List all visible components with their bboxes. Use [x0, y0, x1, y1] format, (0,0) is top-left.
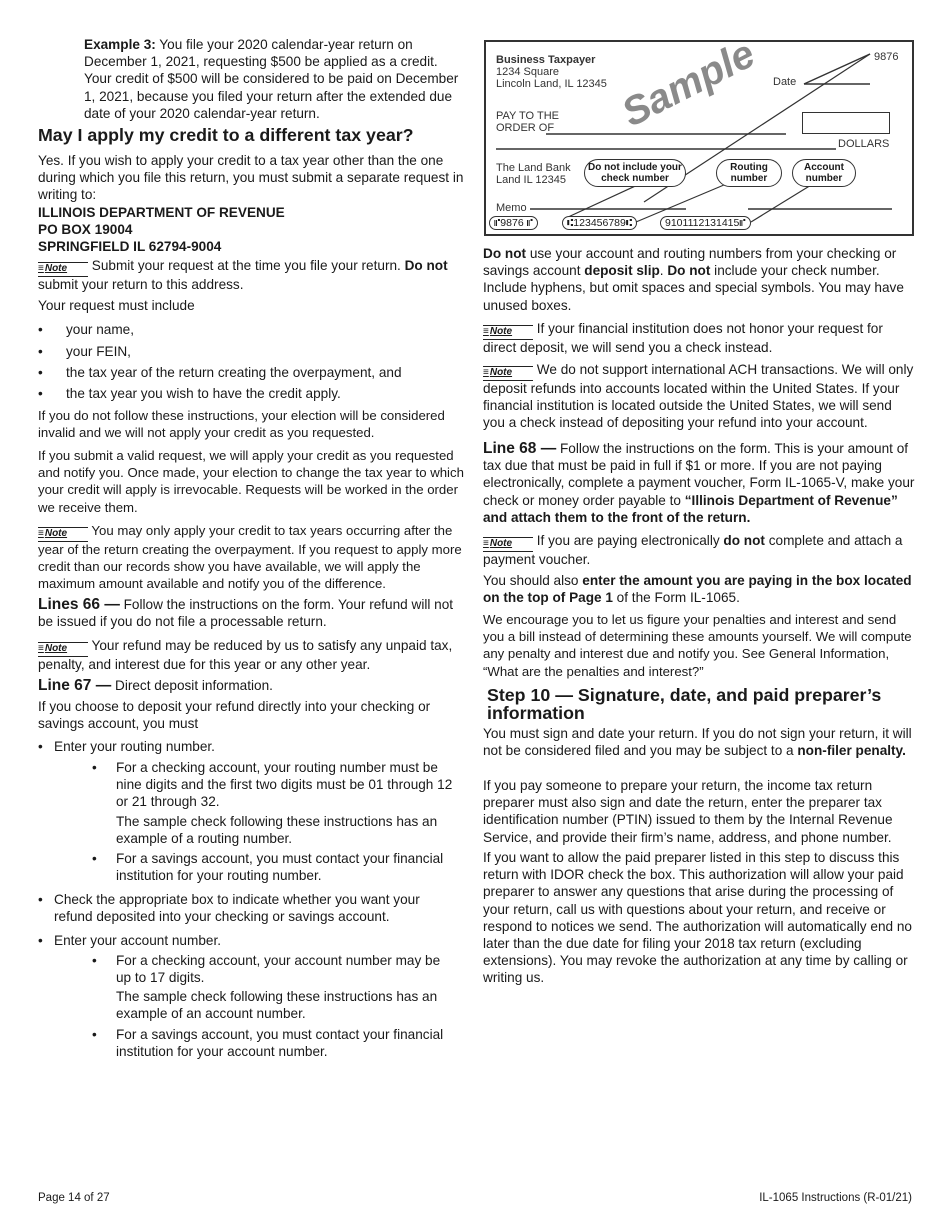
note-icon: ≡ Note — [38, 527, 88, 542]
check-city: Lincoln Land, IL 12345 — [496, 78, 607, 90]
valid-request-text: If you submit a valid request, we will apply your credit as you requested and notify you. Once made, your election to change the tax year to which your credit will apply is irrevocable. Requests will be worked in the order we receive them. — [38, 448, 464, 515]
line-67: Line 67 — Direct deposit information. — [38, 677, 273, 694]
note-icon: ≡ Note — [38, 262, 88, 277]
box-item-text: Check the appropriate box to indicate whether you want your refund deposited into your checking or savings account. — [54, 892, 420, 925]
account-savings-text: For a savings account, you must contact your financial institution for your account number. — [116, 1027, 444, 1060]
enter-amount-text: You should also enter the amount you are paying in the box located on the top of Page 1 of the Form IL-1065. — [483, 573, 912, 606]
sign-date-text: You must sign and date your return. If you do not sign your return, it will not be considered filed and you may be subject to a non-filer penalty. — [483, 726, 912, 759]
check-street: 1234 Square — [496, 66, 559, 78]
account-savings-item: • — [92, 1027, 97, 1042]
callout-check-number: Do not include your check number — [584, 159, 686, 187]
note-icon: ≡ Note — [483, 537, 533, 552]
micr-account-number: 9101112131415⑈ — [660, 216, 751, 230]
check-pay-to: PAY TO THE — [496, 110, 559, 122]
address-line: ILLINOIS DEPARTMENT OF REVENUE — [38, 205, 285, 220]
list-item: • your FEIN, — [38, 344, 131, 359]
example-3: Example 3: You file your 2020 calendar-year return on December 1, 2021, requesting $500 be applied as a credit. Your credit of $500 will be considered to be paid on December 1, 2021, because you filed your return after the extended due date of your 2020 calendar-year return. — [84, 37, 459, 121]
penalties-text: We encourage you to let us figure your penalties and interest and send you a bill instead of determining these amounts yourself. We will compute any penalty and interest due and notify you. See General Information, “What are the penalties and interest?” — [483, 612, 912, 679]
line-66: Lines 66 — Follow the instructions on the form. Your refund will not be issued if you do not file a processable return. — [38, 596, 454, 630]
check-order-of: ORDER OF — [496, 122, 555, 134]
check-bank-city: Land IL 12345 — [496, 174, 566, 186]
step10-heading: Step 10 — Signature, date, and paid preparer’s information — [487, 685, 882, 723]
micr-routing-number: ⑆123456789⑆ — [562, 216, 637, 230]
routing-checking-text: For a checking account, your routing number must be nine digits and the first two digits must be 01 through 12 or 21 through 32. — [116, 760, 453, 810]
invalid-election-text: If you do not follow these instructions, your election will be considered invalid and we will not apply your credit as you requested. — [38, 408, 445, 441]
note-credit-years: ≡ Note You may only apply your credit to tax years occurring after the year of the return creating the overpayment. If you request to apply more credit than our records show you have available, we will apply the maximum amount available and notify you of the difference. — [38, 522, 464, 593]
note-refund-reduced: ≡ Note Your refund may be reduced by us to satisfy any unpaid tax, penalty, and interest due for this year or any other year. — [38, 637, 464, 673]
authorize-text: If you want to allow the paid preparer listed in this step to discuss this return with IDOR check the box. This authorization will allow your paid preparer to answer any questions that arise during the processing of your return, call us with questions about your return, and receive or respond to notices we send. The authorization will automatically end no later than the due date for filing your 2018 tax return (excluding extensions). You may revoke the authorization at any time by calling or writing us. — [483, 850, 912, 986]
deposit-slip-warning: Do not use your account and routing numbers from your checking or savings account deposit slip. Do not include your check number. Include hyphens, but omit spaces and special symbols. You may have unused boxes. — [483, 246, 904, 313]
routing-savings-text: For a savings account, you must contact your financial institution for your routing number. — [116, 851, 444, 884]
note-icon: ≡ Note — [483, 325, 533, 340]
deposit-intro: If you choose to deposit your refund directly into your checking or savings account, you must — [38, 699, 431, 732]
credit-intro: Yes. If you wish to apply your credit to a tax year other than the one during which you file this return, you must submit a separate request in writing to: — [38, 153, 464, 203]
list-item: • the tax year you wish to have the credit apply. — [38, 386, 341, 401]
line-68: Line 68 — Follow the instructions on the form. This is your amount of tax due that must be paid in full if $1 or more. If you are not paying electronically, complete a payment voucher, Form IL-1065-V, make your check or money order payable to “Illinois Department of Revenue” and attach them to the front of the return. — [483, 440, 915, 525]
routing-item: • Enter your routing number. — [38, 739, 215, 754]
routing-savings-item: • — [92, 851, 97, 866]
check-number: 9876 — [874, 51, 899, 63]
check-payer: Business Taxpayer — [496, 54, 596, 66]
account-checking-item: • — [92, 953, 97, 968]
routing-sample-text: The sample check following these instructions has an example of a routing number. — [116, 814, 438, 847]
check-memo-label: Memo — [496, 202, 527, 214]
sample-watermark: Sample — [615, 31, 762, 136]
address-line: SPRINGFIELD IL 62794-9004 — [38, 239, 222, 255]
note-icon: ≡ Note — [38, 642, 88, 657]
micr-check-number: ⑈9876 ⑈ — [489, 216, 538, 230]
note-icon: ≡ Note — [483, 366, 533, 381]
note-international-ach: ≡ Note We do not support international ACH transactions. We will only deposit refunds into accounts located within the United States. If your financial institution is located outside the United States, we will send you a check instead of depositing your refund into your account. — [483, 361, 915, 432]
mailing-address — [38, 204, 285, 256]
routing-checking-item: • — [92, 760, 97, 775]
check-bank-name: The Land Bank — [496, 162, 571, 174]
list-item: • your name, — [38, 322, 135, 337]
check-amount-box — [802, 112, 890, 134]
address-line: PO BOX 19004 — [38, 222, 133, 238]
note-electronic-payment: ≡ Note If you are paying electronically do not complete and attach a payment voucher. — [483, 532, 915, 568]
list-item: • the tax year of the return creating the overpayment, and — [38, 365, 402, 380]
form-id: IL-1065 Instructions (R-01/21) — [759, 1192, 912, 1204]
preparer-text: If you pay someone to prepare your return, the income tax return preparer must also sign and date the return, enter the preparer tax identification number (PTIN) issued to them by the Internal Revenue Service, and provide their firm’s name, address, and phone number. — [483, 778, 893, 845]
callout-account-number: Account number — [792, 159, 856, 187]
check-dollars-label: DOLLARS — [838, 138, 890, 150]
check-date-label: Date — [773, 76, 797, 88]
sample-check — [484, 31, 914, 236]
note-submit-request: ≡ Note Submit your request at the time you file your return. Do not submit your return to this address. — [38, 257, 464, 293]
account-sample-text: The sample check following these instructions has an example of an account number. — [116, 989, 438, 1022]
request-intro: Your request must include — [38, 298, 195, 313]
note-check-instead: ≡ Note If your financial institution does not honor your request for direct deposit, we will send you a check instead. — [483, 320, 915, 356]
callout-routing-number: Routing number — [716, 159, 782, 187]
account-item: • Enter your account number. — [38, 933, 221, 948]
page-number: Page 14 of 27 — [38, 1192, 110, 1204]
account-checking-text: For a checking account, your account number may be up to 17 digits. — [116, 953, 441, 986]
box-item-bullet: • — [38, 892, 43, 907]
credit-heading: May I apply my credit to a different tax year? — [38, 125, 414, 145]
